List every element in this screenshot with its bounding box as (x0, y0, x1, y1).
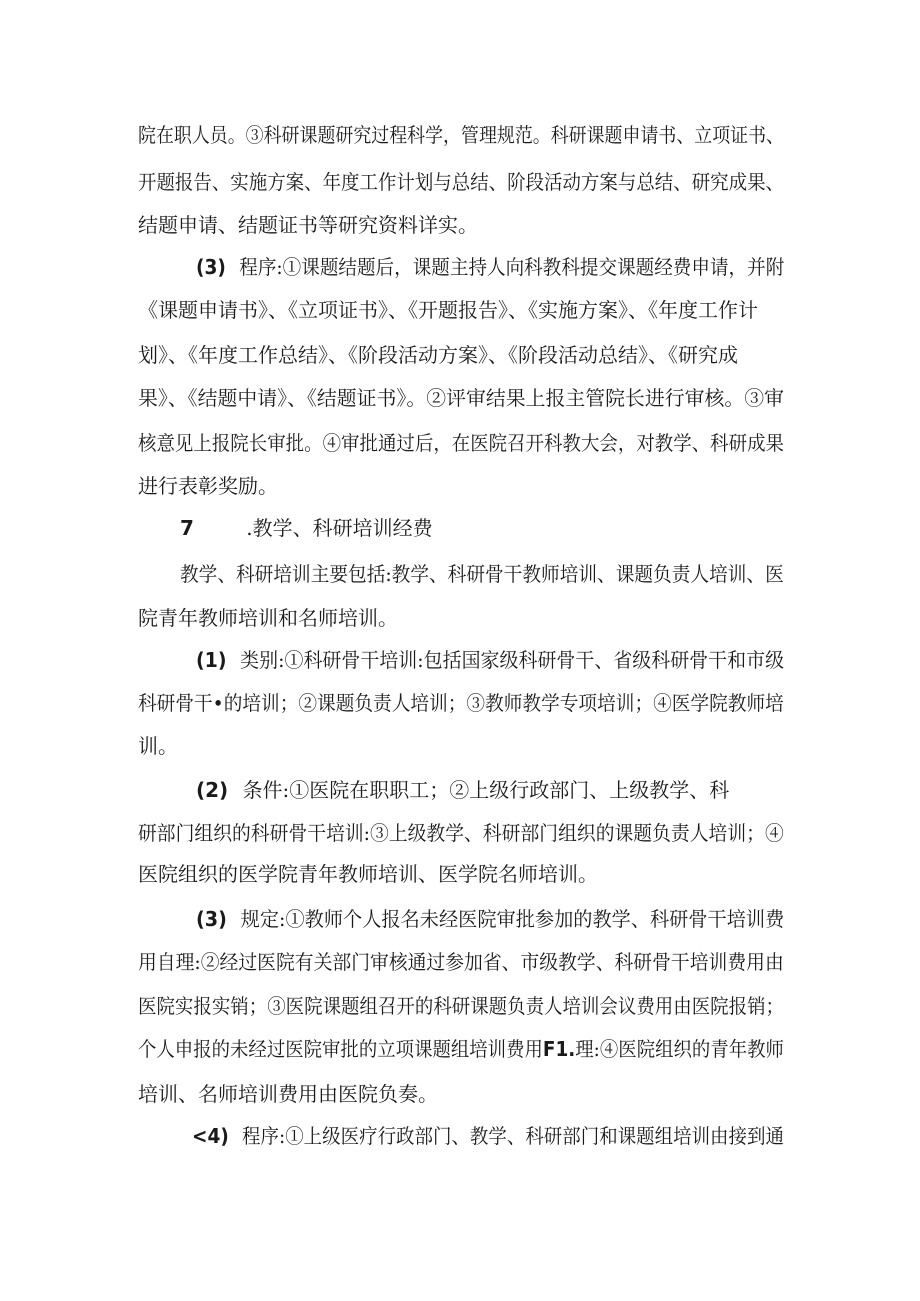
text-line: 科研骨干•的培训；②课题负责人培训；③教师教学专项培训；④医学院教师培 (138, 691, 784, 715)
paragraph-first-line (196, 776, 729, 804)
text-run: 规定:①教师个人报名未经医院审批参加的教学、科研骨干培训费 (240, 907, 785, 931)
paragraph-first-line (196, 253, 784, 281)
text-run: 条件:①医院在职职工；②上级行政部门、上级教学、科 (242, 778, 730, 802)
text-run: 类别:①科研骨干培训:包括国家级科研骨干、省级科研骨干和市级 (240, 648, 785, 672)
text-run: 个人申报的未经过医院审批的立项课题组培训费用 (138, 1037, 543, 1061)
text-line: 医院实报实销；③医院课题组召开的科研课题负责人培训会议费用由医院报销； (138, 994, 784, 1018)
text-line: 划》、《年度工作总结》、《阶段活动方案》、《阶段活动总结》、《研究成 (138, 343, 738, 367)
paragraph-first-line: 教学、科研培训主要包括:教学、科研骨干教师培训、课题负责人培训、医 (180, 562, 784, 586)
section-heading (180, 514, 433, 542)
text-line: 训。 (138, 734, 178, 758)
text-run: 程序:①课题结题后，课题主持人向科教科提交课题经费申请，并附 (239, 255, 785, 279)
text-line: 《课题申请书》、《立项证书》、《开题报告》、《实施方案》、《年度工作计 (138, 298, 758, 322)
list-marker: (2) (196, 778, 229, 802)
text-line: 果》、《结题中请》、《结题证书》。②评审结果上报主管院长进行审核。③审 (138, 386, 784, 410)
list-marker: <4) (192, 1124, 229, 1148)
text-line: 核意见上报院长审批。④审批通过后，在医院召开科教大会，对教学、科研成果 (138, 431, 784, 455)
text-run: 程序:①上级医疗行政部门、教学、科研部门和课题组培训由接到通 (242, 1124, 784, 1148)
text-line: 开题报告、实施方案、年度工作计划与总结、阶段活动方案与总结、研究成果、 (138, 170, 784, 194)
list-marker: (1) (196, 648, 227, 672)
text-line: 院青年教师培训和名师培训。 (138, 606, 398, 630)
section-number: 7 (180, 516, 194, 540)
text-line: 用自理:②经过医院有关部门审核通过参加省、市级教学、科研骨干培训费用由 (138, 950, 784, 974)
text-line: 进行表彰奖励。 (138, 474, 278, 498)
text-line: 医院组织的医学院青年教师培训、医学院名师培训。 (138, 862, 598, 886)
text-line: 培训、名师培训费用由医院负奏。 (138, 1082, 438, 1106)
text-line: 结题申请、结题证书等研究资料详实。 (138, 213, 478, 237)
section-title: .教学、科研培训经费 (246, 516, 433, 540)
text-run-bold: F1. (542, 1037, 576, 1061)
list-marker: (3) (196, 907, 227, 931)
list-marker: (3) (196, 255, 226, 279)
text-line (138, 1035, 784, 1063)
paragraph-first-line (192, 1122, 784, 1150)
text-run: 理:④医院组织的青年教师 (575, 1037, 784, 1061)
text-line: 研部门组织的科研骨干培训:③上级教学、科研部门组织的课题负责人培训；④ (138, 821, 784, 845)
text-line: 院在职人员。③科研课题研究过程科学，管理规范。科研课题申请书、立项证书、 (138, 123, 784, 147)
paragraph-first-line (196, 905, 784, 933)
paragraph-first-line (196, 646, 784, 674)
